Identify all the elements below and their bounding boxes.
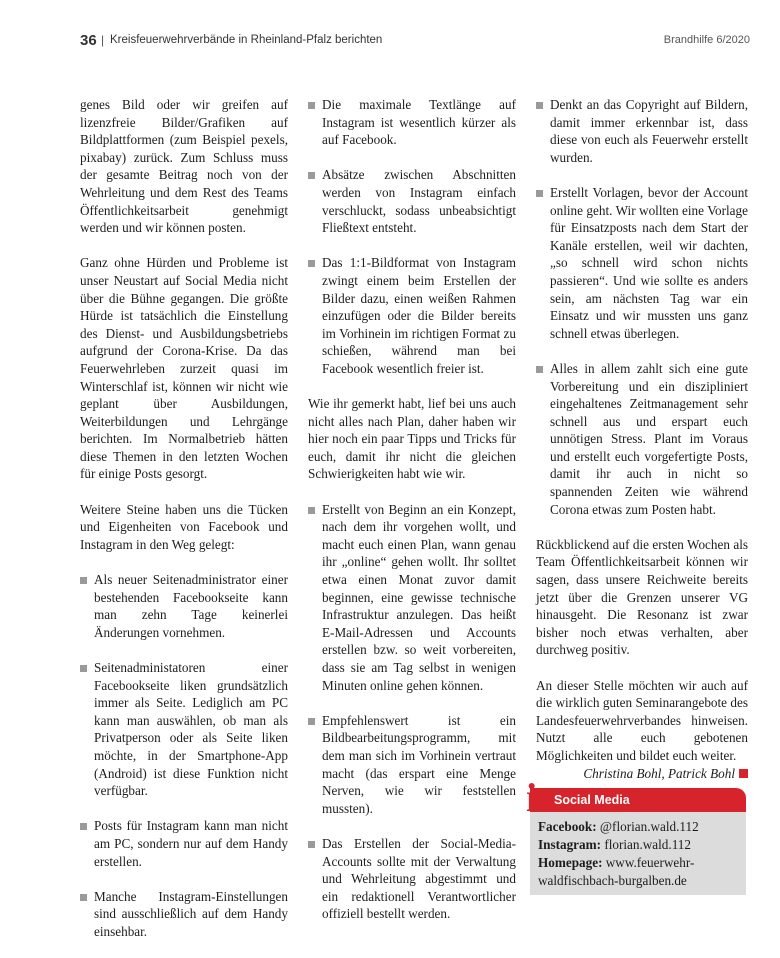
paragraph: An dieser Stelle möchten wir auch auf die wirklich guten Seminarangebote des Landesfeuerwehrverbandes hinweisen. Nutzt alle euch gebotenen Möglichkeiten und bildet euch weiter. [536, 677, 748, 763]
bullet-item: Als neuer Seitenadministrator einer bestehenden Facebookseite kann man zehn Tage keinerlei Änderungen vornehmen. [80, 571, 288, 641]
square-bullet-icon [80, 894, 87, 901]
bullet-item: Alles in allem zahlt sich eine gute Vorbereitung und ein diszipliniert eingehaltenes Zeitmanagement sehr schnell aus und erspart euch unnötigen Stress. Plant im Voraus und erstellt euch vorgefertigte Posts, damit ihr auch in nicht so spannenden Zeiten wie während Corona etwas zum Posten habt. [536, 360, 748, 518]
square-bullet-icon [308, 718, 315, 725]
bullet-item: Seitenadministatoren einer Facebookseite liken grundsätzlich immer als Seite. Lediglich am PC kann man auswählen, ob man als Privatperson oder als Seite liken möchte, in der Smartphone-App (Android) ist diese Funktion nicht verfügbar. [80, 659, 288, 800]
instagram-row: Instagram: florian.wald.112 [538, 836, 691, 852]
square-bullet-icon [308, 102, 315, 109]
social-media-box [526, 775, 746, 895]
homepage-link[interactable]: www.feuerwehr-waldfischbach-burgalben.de [538, 854, 695, 888]
header-title: Kreisfeuerwehrverbände in Rheinland-Pfalz berichten [110, 34, 383, 46]
bullet-item: Empfehlenswert ist ein Bildbearbeitungsprogramm, mit dem man sich im Vorhinein vertraut macht (das erspart eine Menge Nerven, wie wir feststellen mussten). [308, 712, 516, 818]
facebook-link[interactable]: @florian.wald.112 [599, 819, 699, 835]
paragraph: Rückblickend auf die ersten Wochen als Team Öffentlichkeitsarbeit können wir sagen, dass unsere Reichweite bereits jetzt über die Grenzen unserer VG hinausgeht. Die Resonanz ist zwar bisher noch etwas verhalten, aber durchweg positiv. [536, 536, 748, 658]
page-header [0, 0, 780, 54]
column-3 [526, 96, 748, 895]
homepage-row: Homepage: www.feuerwehr-waldfischbach-burgalben.de [538, 854, 695, 888]
bullet-item: Die maximale Textlänge auf Instagram ist wesentlich kürzer als auf Facebook. [308, 96, 516, 149]
bullet-item: Erstellt Vorlagen, bevor der Account online geht. Wir wollten eine Vorlage für Einsatzposts nach dem Start der Kanäle erstellen, weil wir dachten, „so schnell wird schon nichts passieren“. Und wie sollte es anders sein, am nächsten Tag war ein Einsatz und wir mussten uns ganz schnell etwas überlegen. [536, 184, 748, 342]
paragraph: Wie ihr gemerkt habt, lief bei uns auch nicht alles nach Plan, daher haben wir hier noch ein paar Tipps und Tricks für euch, damit ihr nicht die gleichen Schwierigkeiten habt wie wir. [308, 396, 516, 482]
paragraph: genes Bild oder wir greifen auf lizenzfreie Bilder/Grafiken auf Bildplattformen (zum Beispiel pexels, pixabay) zurück. Zum Schluss muss der gesamte Beitrag noch von der Wehrleitung und dem Rest des Teams Öffentlichkeitsarbeit genehmigt werden und wir können posten. [80, 97, 288, 236]
bullet-item: Denkt an das Copyright auf Bildern, damit immer erkennbar ist, dass diese von euch als Feuerwehr erstellt wurden. [536, 96, 748, 166]
bullet-item: Erstellt von Beginn an ein Konzept, nach dem ihr vorgehen wollt, und macht euch einen Plan, wann genau ihr „online“ gehen wollt. Ihr solltet etwa einen Monat zuvor damit beginnen, eine gewisse technische Infrastruktur anzulegen. Das heißt E-Mail-Adressen und Accounts erstellen bzw. so weit vorbereiten, dass sie am Tag selbst in wenigen Minuten online gehen können. [308, 501, 516, 695]
square-bullet-icon [80, 823, 87, 830]
paragraph: Weitere Steine haben uns die Tücken und Eigenheiten von Facebook und Instagram in den Weg gelegt: [80, 501, 288, 552]
square-bullet-icon [308, 507, 315, 514]
info-icon: i [526, 775, 538, 821]
bullet-item: Das 1:1-Bildformat von Instagram zwingt einem beim Erstellen der Bilder dazu, einen weißen Rahmen einzufügen oder die Bilder bereits im Vorhinein im richtigen Format zu schießen, während man bei Facebook wesentlich freier ist. [308, 254, 516, 377]
page-number: 36 [80, 32, 97, 49]
header-separator: | [101, 33, 105, 47]
facebook-row: Facebook: @florian.wald.112 [538, 819, 699, 835]
bullet-item: Manche Instagram-Einstellungen sind ausschließlich auf dem Handy einsehbar. [80, 888, 288, 941]
square-bullet-icon [80, 665, 87, 672]
box-body [530, 812, 746, 895]
square-bullet-icon [536, 366, 543, 373]
instagram-link[interactable]: florian.wald.112 [604, 836, 691, 852]
box-title: Social Media [530, 788, 746, 812]
header-issue: Brandhilfe 6/2020 [663, 34, 750, 46]
square-bullet-icon [308, 172, 315, 179]
square-bullet-icon [308, 260, 315, 267]
bullet-item: Posts für Instagram kann man nicht am PC, sondern nur auf dem Handy erstellen. [80, 817, 288, 870]
column-2 [308, 96, 516, 941]
square-bullet-icon [308, 841, 315, 848]
square-bullet-icon [80, 577, 87, 584]
end-mark-icon [739, 769, 748, 778]
column-1 [80, 96, 288, 958]
bullet-item: Das Erstellen der Social-Media-Accounts sollte mit der Verwaltung und Wehrleitung abgestimmt und ein redaktionell Verantwortlicher offiziell bestellt werden. [308, 835, 516, 923]
author-signature: Christina Bohl, Patrick Bohl [536, 765, 748, 783]
bullet-item: Absätze zwischen Abschnitten werden von Instagram einfach verschluckt, sodass unbeabsichtigt Fließtext entsteht. [308, 166, 516, 236]
square-bullet-icon [536, 102, 543, 109]
square-bullet-icon [536, 190, 543, 197]
paragraph: Ganz ohne Hürden und Probleme ist unser Neustart auf Social Media nicht über die Bühne gegangen. Die größte Hürde ist tatsächlich die Einstellung des Dienst- und Ausbildungsbetriebs aufgrund der Corona-Krise. Da das Feuerwehrleben zurzeit quasi im Winterschlaf ist, können wir nicht wie geplant über Ausbildungen, Weiterbildungen und Lehrgänge berichten. Im Normalbetrieb hätten diese Themen in den letzten Wochen für einige Posts gesorgt. [80, 255, 288, 482]
